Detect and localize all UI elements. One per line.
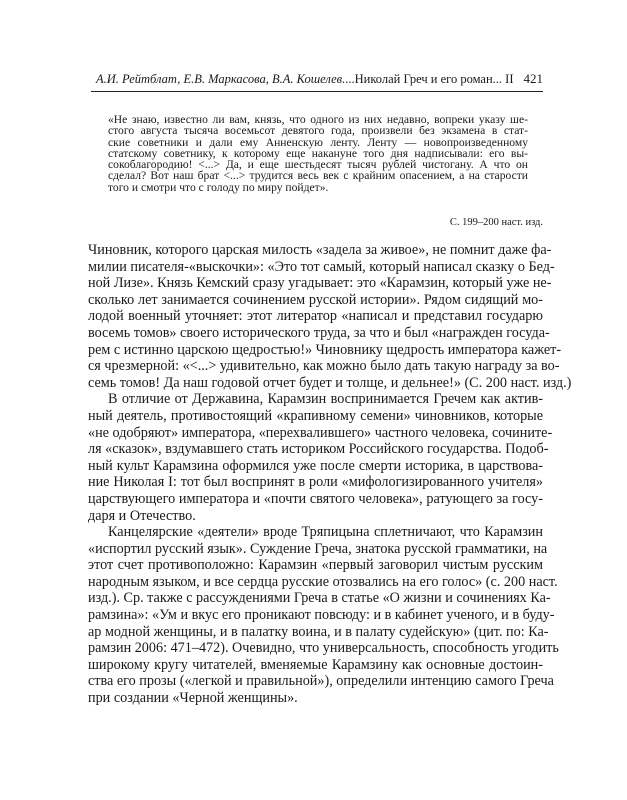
text-line: «не одобряют» императора, «перехвалившего» частного человека, сочините- [88, 424, 553, 441]
text-line: рамзин 2006: 471–472). Очевидно, что универсальность, способность угодить [88, 640, 559, 657]
text-line: рамзина»: «Ум и вкус его проникают повсюду: и в кабинет ученого, и в буду- [88, 607, 555, 624]
text-line: царствующего императора и «почти святого человека», ратующего за госу- [88, 490, 543, 507]
quote-line: сокоблагородию! <...> Да, и еще шестьдесят тысяч рублей чистогану. А что он [108, 158, 528, 172]
paragraph [88, 242, 572, 391]
text-line: рем с истинно царскою щедростью!» Чиновнику щедрость императора кажет- [88, 341, 562, 358]
paragraph [88, 524, 559, 707]
text-line: сколько лет занимается сочинением русской истории». Рядом сидящий мо- [88, 291, 543, 308]
text-line: семь томов! Да наш годовой отчет будет и толще, и дельнее!» (С. 200 наст. изд.) [88, 374, 572, 391]
text-line: В отличие от Державина, Карамзин воспринимается Гречем как актив- [108, 391, 543, 408]
text-line: «испортил русский язык». Суждение Греча, знатока русской грамматики, на [88, 540, 548, 557]
quote-line: статскому советнику, к которому еще накануне того дня надписывали: его вы- [108, 146, 528, 160]
quote-line: сделал? Вот наш брат <...> трудится весь век с крайним опасением, а на старости [108, 169, 528, 183]
text-line: ный деятель, противостоящий «крапивному семени» чиновников, которые [88, 407, 543, 424]
header-authors: А.И. Рейтблат, Е.В. Маркасова, В.А. Кошелев. [96, 72, 346, 86]
body-text [88, 242, 572, 707]
text-line: этот счет противоположно: Карамзин «первый заговорил чистым русским [88, 557, 543, 574]
block-quote [108, 114, 528, 193]
paragraph [88, 391, 553, 524]
header-title: ...Николай Греч и его роман... II [345, 72, 514, 86]
text-line: восемь томов» своего исторического труда, за что и был «награжден госуда- [88, 324, 550, 341]
text-line: ар модной женщины, и в палатку воина, и в палату судейскую» (цит. по: Ка- [88, 623, 549, 640]
text-line: ства его прозы («легкой и правильной»), определили интенцию самого Греча [88, 673, 554, 690]
text-line: ние Николая I: тот был воспринят в роли «мифологизированного учителя» [88, 474, 543, 491]
text-line: Канцелярские «деятели» вроде Тряпицына сплетничают, что Карамзин [108, 524, 543, 541]
quote-line: «Не знаю, известно ли вам, князь, что одного из них недавно, вопреки указу ше- [108, 113, 528, 126]
quote-line: ские советники и дали ему Анненскую ленту. Ленту — новопроизведенному [108, 135, 528, 149]
text-line: изд.). Ср. также с рассуждениями Греча в статье «О жизни и сочинениях Ка- [88, 590, 551, 607]
text-line: ной Лизе». Князь Кемский сразу угадывает: это «Карамзин, который уже не- [88, 275, 552, 292]
text-line: Чиновник, которого царская милость «задела за живое», не помнит даже фа- [88, 242, 552, 258]
header-rule [91, 91, 543, 92]
quote-line: стого августа тысяча восемьсот девятого года, произвели без экзамена в стат- [108, 124, 528, 138]
text-line: милии писателя-«выскочки»: «Это тот самый, который написал сказку о Бед- [88, 258, 555, 275]
quote-line: того и смотри что с голоду по миру пойдет». [108, 180, 329, 194]
text-line: народным языком, и все сердца русские отозвались на его голос» (с. 200 наст. [88, 573, 558, 590]
text-line: ный культ Карамзина оформился уже после смерти историка, в царствова- [88, 457, 543, 474]
text-line: даря и Отечество. [88, 507, 196, 524]
running-header [91, 71, 543, 91]
quote-citation: С. 199–200 наст. изд. [449, 217, 543, 228]
text-line: лодой военный уточняет: этот литератор «написал и представил государю [88, 308, 543, 325]
text-line: ля «сказок», вздумавшего стать историком Российского государства. Подоб- [88, 441, 549, 458]
page-number: 421 [523, 71, 543, 86]
text-line: при создании «Черной женщины». [88, 690, 298, 707]
text-line: широкому кругу читателей, вменяемые Карамзину как основные достоин- [88, 656, 543, 673]
text-line: ся чрезмерной: «<...> удивительно, как можно было дать такую награду за во- [88, 358, 560, 375]
